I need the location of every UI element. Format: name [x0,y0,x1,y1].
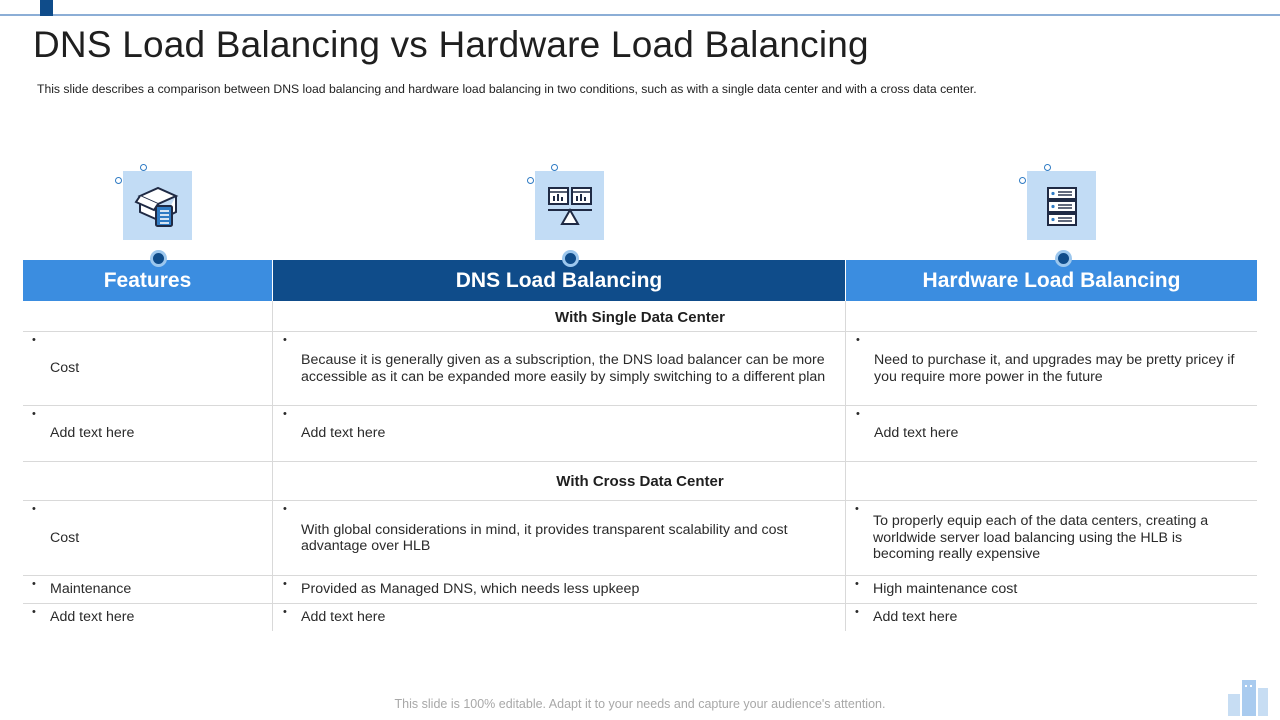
bullet: • [283,578,287,590]
bullet: • [856,408,860,420]
dns-value: Because it is generally given as a subscription, the DNS load balancer can be more accessible as it can be expanded more easily by simply switching to a different plan [301,352,826,385]
connector-dot [562,250,579,267]
header-dns-load-balancing: DNS Load Balancing [273,260,845,301]
bullet: • [283,503,287,515]
top-accent-tab [40,0,53,16]
bullet: • [283,334,287,346]
hardware-value: Add text here [873,609,958,626]
package-document-icon [123,171,192,240]
table-cell [32,604,264,631]
table-cell [283,332,831,405]
feature-label: Maintenance [50,581,132,598]
table-cell [32,406,264,461]
column-divider [272,301,273,631]
bullet: • [283,606,287,618]
bullet: • [32,503,36,515]
page-title: DNS Load Balancing vs Hardware Load Balancing [33,24,869,65]
table-cell [283,501,831,575]
building-graphic-icon [1226,676,1270,716]
section-title-cross: With Cross Data Center [556,473,724,490]
decor-dot [1044,164,1051,171]
decor-dot [551,164,558,171]
header-hardware-load-balancing: Hardware Load Balancing [846,260,1257,301]
bullet: • [32,606,36,618]
connector-dot [1055,250,1072,267]
feature-label: Add text here [50,425,135,442]
table-cell [855,576,1247,603]
footer-note: This slide is 100% editable. Adapt it to your needs and capture your audience's attention. [394,697,886,711]
table-cell [32,576,264,603]
dns-value: Provided as Managed DNS, which needs less upkeep [301,581,640,598]
decor-dot [1019,177,1026,184]
header-features: Features [23,260,272,301]
section-title-single: With Single Data Center [555,309,725,326]
divider [23,461,1257,462]
bullet: • [855,578,859,590]
connector-dot [150,250,167,267]
top-rule [0,14,1280,16]
bullet: • [856,334,860,346]
bullet: • [855,606,859,618]
bullet: • [32,334,36,346]
hardware-value: To properly equip each of the data centers, creating a worldwide server load balancing using the HLB is becoming really expensive [873,513,1209,563]
decor-dot [140,164,147,171]
bullet: • [32,408,36,420]
dns-value: Add text here [301,425,386,442]
bullet: • [283,408,287,420]
monitors-balance-icon [535,171,604,240]
decor-dot [527,177,534,184]
dns-value: Add text here [301,609,386,626]
feature-label: Add text here [50,609,135,626]
server-rack-icon [1027,171,1096,240]
hardware-value: Add text here [874,425,959,442]
feature-label: Cost [50,360,80,377]
table-cell [283,604,831,631]
table-cell [856,332,1246,405]
column-divider [845,301,846,631]
decor-dot [115,177,122,184]
table-cell [855,501,1247,575]
table-cell [856,406,1246,461]
table-cell [32,332,264,405]
hardware-value: High maintenance cost [873,581,1018,598]
hardware-value: Need to purchase it, and upgrades may be pretty pricey if you require more power in the future [874,352,1235,385]
bullet: • [855,503,859,515]
page-subtitle: This slide describes a comparison between DNS load balancing and hardware load balancing in two conditions, such as with a single data center and with a cross data center. [37,82,977,96]
table-cell [32,501,264,575]
bullet: • [32,578,36,590]
table-cell [283,576,831,603]
table-cell [855,604,1247,631]
feature-label: Cost [50,529,80,546]
dns-value: With global considerations in mind, it provides transparent scalability and cost advantage over HLB [301,521,788,554]
table-cell [283,406,831,461]
